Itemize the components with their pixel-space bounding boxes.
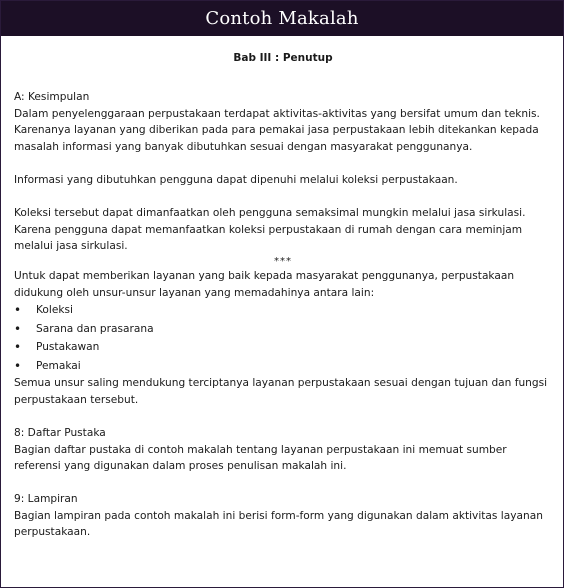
title-bar [1, 1, 563, 36]
paragraph-line: masalah informasi yang banyak dibutuhkan sesuai dengan masyarakat penggunanya. [14, 140, 473, 153]
section-heading-lampiran: 9: Lampiran [14, 493, 78, 506]
bullet-icon: • [14, 303, 22, 318]
list-item [14, 338, 552, 357]
paragraph-line: Koleksi tersebut dapat dimanfaatkan oleh pengguna semaksimal mungkin melalui jasa sirkulasi. [14, 207, 526, 220]
list-item-label: Pustakawan [36, 341, 100, 354]
section-separator: *** [274, 255, 292, 267]
paragraph-line: didukung oleh unsur-unsur layanan yang memadahinya antara lain: [14, 286, 375, 299]
chapter-title: Bab III : Penutup [233, 52, 333, 64]
paragraph-line: referensi yang digunakan dalam proses penulisan makalah ini. [14, 460, 347, 473]
paragraph-line: Untuk dapat memberikan layanan yang baik kepada masyarakat penggunanya, perpustakaan [14, 269, 515, 282]
paragraph-line: Bagian daftar pustaka di contoh makalah tentang layanan perpustakaan ini memuat sumber [14, 443, 507, 456]
paragraph-line: perpustakaan. [14, 526, 91, 539]
page-title: Contoh Makalah [205, 8, 359, 29]
bullet-icon: • [14, 340, 22, 355]
bullet-icon: • [14, 358, 22, 373]
list-item-label: Koleksi [36, 304, 73, 317]
section-heading-kesimpulan: A: Kesimpulan [14, 91, 90, 103]
section-heading-daftar-pustaka: 8: Daftar Pustaka [14, 426, 106, 439]
paragraph-line: Bagian lampiran pada contoh makalah ini berisi form-form yang digunakan dalam aktivitas layanan [14, 509, 543, 522]
paragraph-line: melalui jasa sirkulasi. [14, 240, 128, 253]
document-body [14, 36, 552, 541]
list-item-label: Pemakai [36, 359, 81, 372]
paragraph-line: Karenanya layanan yang diberikan pada para pemakai jasa perpustakaan lebih ditekankan kepada [14, 124, 539, 137]
list-item [14, 301, 552, 320]
paragraph-line: Informasi yang dibutuhkan pengguna dapat dipenuhi melalui koleksi perpustakaan. [14, 173, 458, 186]
paragraph-line: perpustakaan tersebut. [14, 393, 139, 406]
paragraph-line: Semua unsur saling mendukung terciptanya layanan perpustakaan sesuai dengan tujuan dan fungsi [14, 377, 548, 390]
paragraph-line: Karena pengguna dapat memanfaatkan koleksi perpustakaan di rumah dengan cara meminjam [14, 223, 523, 236]
list-item [14, 320, 552, 339]
paragraph-line: Dalam penyelenggaraan perpustakaan terdapat aktivitas-aktivitas yang bersifat umum dan teknis. [14, 107, 540, 120]
bullet-icon: • [14, 321, 22, 336]
list-item [14, 357, 552, 376]
list-item-label: Sarana dan prasarana [36, 322, 154, 335]
